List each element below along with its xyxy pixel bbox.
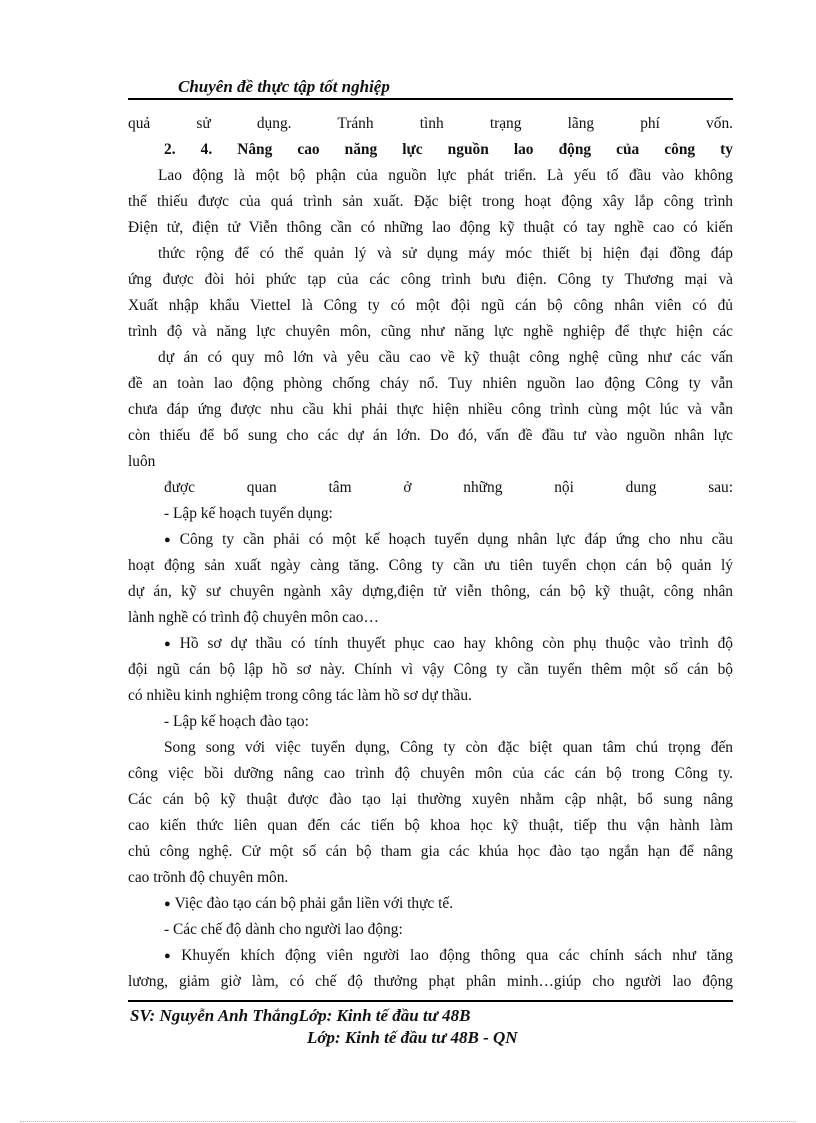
text-line: Điện tử, điện tử Viễn thông cần có những lao động kỹ thuật có tay nghề cao có kiến [128, 219, 733, 236]
bullet-line [128, 943, 733, 969]
text-line: có nhiều kinh nghiệm trong công tác làm hồ sơ dự thầu. [128, 687, 472, 704]
text-line: thể thiếu được của quá trình sản xuất. Đặc biệt trong hoạt động xây lắp công trình [128, 193, 733, 210]
text-line: thức rộng để có thể quản lý và sử dụng máy móc thiết bị hiện đại đồng đáp [158, 245, 733, 262]
footer-class-line: Lớp: Kinh tế đầu tư 48B - QN [307, 1028, 518, 1047]
bullet-text: Khuyến khích động viên người lao động thông qua các chính sách như tăng [181, 947, 733, 964]
bullet-text: Công ty cần phải có một kế hoạch tuyển dụng nhân lực đáp ứng cho nhu cầu [179, 531, 733, 548]
subheading: - Lập kế hoạch tuyển dụng: [164, 505, 333, 522]
text-line: lành nghề có trình độ chuyên môn cao… [128, 609, 379, 626]
text-line: quả sử dụng. Tránh tình trạng lãng phí vốn. [128, 115, 733, 132]
text-line: Xuất nhập khẩu Viettel là Công ty có một đội ngũ cán bộ công nhân viên có đủ [128, 297, 733, 314]
text-line: cao kiến thức liên quan đến các tiến bộ khoa học kỹ thuật, tiếp thu vận hành làm [128, 817, 733, 834]
bullet-text: Việc đào tạo cán bộ phải gắn liền với thực tế. [174, 895, 454, 912]
text-line: cao trõnh độ chuyên môn. [128, 869, 289, 886]
section-heading: 2. 4. Nâng cao năng lực nguồn lao động của công ty [164, 141, 733, 158]
text-line: ứng được đòi hỏi phức tạp của các công trình bưu điện. Công ty Thương mại và [128, 271, 733, 288]
text-line: chủ công nghệ. Cử một số cán bộ tham gia các khúa học đào tạo ngắn hạn để nâng [128, 843, 733, 860]
bullet-icon: ● [164, 534, 176, 546]
footer-student-line: SV: Nguyễn Anh ThắngLớp: Kinh tế đầu tư 48B [130, 1006, 471, 1025]
text-line: công việc bồi dưỡng nâng cao trình độ chuyên môn của các cán bộ trong Công ty. [128, 765, 733, 782]
document-body [128, 111, 733, 995]
subheading: - Các chế độ dành cho người lao động: [164, 921, 403, 938]
text-line: Các cán bộ kỹ thuật được đào tạo lại thường xuyên nhằm cập nhật, bổ sung nâng [128, 791, 733, 808]
footer-rule [128, 1000, 733, 1002]
text-line: đề an toàn lao động phòng chống cháy nổ. Tuy nhiên nguồn lao động Công ty vẫn [128, 375, 733, 392]
bullet-icon: ● [164, 950, 178, 962]
text-line: luôn [128, 453, 156, 470]
text-line: Song song với việc tuyển dụng, Công ty còn đặc biệt quan tâm chú trọng đến [164, 739, 733, 756]
text-line: chưa đáp ứng được nhu cầu khi phải thực hiện nhiều công trình cùng một lúc và vẫn [128, 401, 733, 418]
page-bottom-border [20, 1121, 796, 1122]
text-line: đội ngũ cán bộ lập hồ sơ này. Chính vì vậy Công ty cần tuyển thêm một số cán bộ [128, 661, 733, 678]
bullet-icon: ● [164, 638, 176, 650]
header-rule [128, 98, 733, 100]
page-header-title: Chuyên đề thực tập tốt nghiệp [178, 77, 390, 96]
text-line: trình độ và năng lực chuyên môn, cũng như năng lực nghề nghiệp để thực hiện các [128, 323, 733, 340]
text-line: dự án, kỹ sư chuyên ngành xây dựng,điện tử viễn thông, cán bộ kỹ thuật, công nhân [128, 583, 733, 600]
text-line: còn thiếu để bổ sung cho các dự án lớn. Do đó, vấn đề đầu tư vào nguồn nhân lực [128, 427, 733, 444]
text-line: Lao động là một bộ phận của nguồn lực phát triển. Là yếu tố đầu vào không [158, 167, 733, 184]
bullet-line [128, 631, 733, 657]
text-line: hoạt động sản xuất ngày càng tăng. Công ty cần ưu tiên tuyển chọn cán bộ quản lý [128, 557, 733, 574]
text-line: được quan tâm ở những nội dung sau: [164, 479, 733, 496]
bullet-icon: ● [164, 898, 171, 910]
bullet-line [128, 527, 733, 553]
text-line: lương, giảm giờ làm, có chế độ thưởng phạt phân minh…giúp cho người lao động [128, 973, 733, 990]
bullet-line [128, 891, 733, 917]
subheading: - Lập kế hoạch đào tạo: [164, 713, 309, 730]
bullet-text: Hồ sơ dự thầu có tính thuyết phục cao hay không còn phụ thuộc vào trình độ [179, 635, 733, 652]
text-line: dự án có quy mô lớn và yêu cầu cao về kỹ thuật công nghệ cũng như các vấn [158, 349, 733, 366]
